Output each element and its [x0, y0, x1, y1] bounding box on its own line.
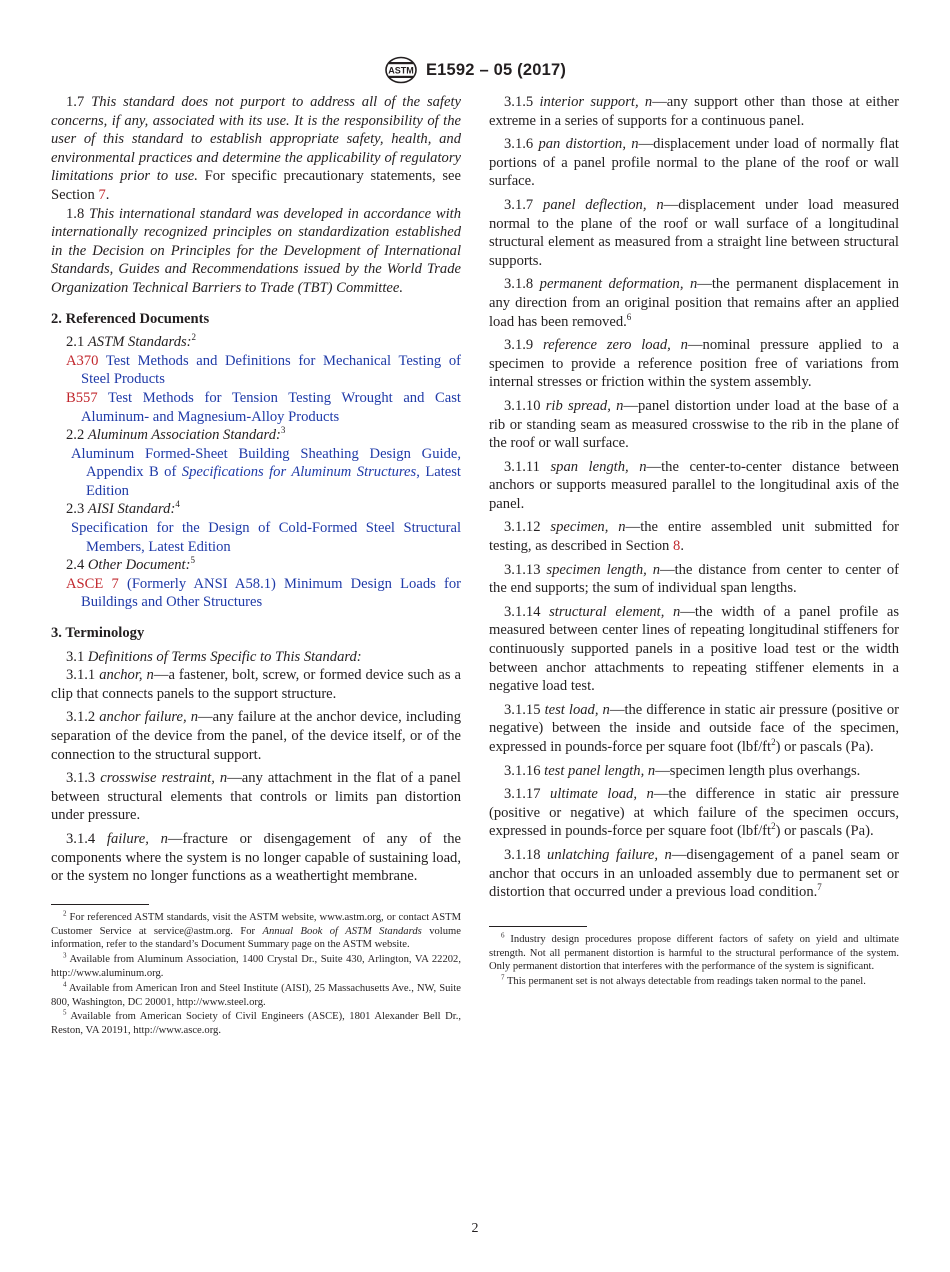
paragraph-1-8: 1.8 This international standard was developed in accordance with internationally recognized principles on standardization established in the Decision on Principles for the Development of International Standards, Guides and Recommendations issued by the World Trade Organization Technical Barriers to Trade (TBT) Committee.	[51, 205, 462, 296]
page-header	[0, 56, 950, 84]
footnote-5: $^5$ Available from American Society of Civil Engineers (ASCE), 1801 Alexander Bell Dr., Reston, VA 20191, http://www.asce.org.	[51, 1008, 461, 1037]
reference-a370[interactable]: A370 Test Methods and Definitions for Mechanical Testing of Steel Products	[66, 352, 461, 388]
subsection-2-4: 2.4 Other Document:$^5$	[66, 555, 195, 574]
definition-3-1-18: 3.1.18 unlatching failure, n—disengagement of a panel seam or anchor that occurs in an unloaded assembly due to permanent set or distortion that occurred under a previous load condition.$^7$	[489, 846, 899, 901]
definition-3-1-1: 3.1.1 anchor, n—a fastener, bolt, screw, or formed device such as a clip that connects panels to the support structure.	[51, 667, 461, 702]
footnote-2: $^2$ For referenced ASTM standards, visit the ASTM website, www.astm.org, or contact ASTM Customer Service at service@astm.org. For Annual Book of ASTM Standards volume information, refer to the standard’s Document Summary page on the ASTM website.	[51, 909, 461, 951]
standard-designation: E1592 – 05 (2017)	[425, 60, 567, 79]
definition-3-1-3: 3.1.3 crosswise restraint, n—any attachment in the flat of a panel between structural elements that controls or limits pan distortion under pressure.	[51, 770, 461, 824]
section-8-link[interactable]: 8	[673, 538, 681, 555]
definition-3-1-16: 3.1.16 test panel length, n—specimen length plus overhangs.	[504, 762, 861, 779]
footnote-divider	[51, 904, 149, 905]
footnote-3: $^3$ Available from Aluminum Association, 1400 Crystal Dr., Suite 430, Arlington, VA 22202, http://www.aluminum.org.	[51, 951, 461, 979]
astm-logo-icon	[384, 56, 418, 84]
definition-3-1-11: 3.1.11 span length, n—the center-to-center distance between anchors or supports measured parallel to the longitudinal axis of the panel.	[489, 458, 900, 512]
definition-3-1-4: 3.1.4 failure, n—fracture or disengagement of any of the components where the system is no longer capable of sustaining load, or the system no longer functions as a weathertight membrane.	[51, 830, 461, 885]
section-heading-terminology: 3. Terminology	[51, 625, 145, 642]
definition-3-1-17: 3.1.17 ultimate load, n—the difference in static air pressure (positive or negative) at which failure of the specimen occurs, expressed in pounds-force per square foot $(lbf/ft^2)$ or pascals (Pa).	[489, 786, 899, 840]
definition-3-1-13: 3.1.13 specimen length, n—the distance from center to center of the end supports; the sum of individual span lengths.	[489, 561, 899, 597]
subsection-3-1: 3.1 Definitions of Terms Specific to This Standard:	[66, 648, 362, 665]
definition-3-1-6: 3.1.6 pan distortion, n—displacement under load of normally flat portions of a panel profile normal to the plane of the roof or wall surface.	[489, 136, 899, 190]
reference-aluminum-association[interactable]: Aluminum Formed-Sheet Building Sheathing Design Guide, Appendix B of Specifications for Aluminum Structures, Latest Edition	[71, 445, 461, 499]
footnote-6: $^6$ Industry design procedures propose different factors of safety on yield and ultimate strength. Not all permanent distortion is harmful to the structural performance of the system. Only permanent distortion that interferes with the performance of the system is significant.	[489, 931, 899, 973]
footnote-4: $^4$ Available from American Iron and Steel Institute (AISI), 25 Massachusetts Ave., NW, Suite 800, Washington, DC 20001, http://www.steel.org.	[51, 980, 461, 1008]
definition-3-1-12: 3.1.12 specimen, n—the entire assembled unit submitted for testing, as described in Section 8.	[489, 519, 899, 555]
definition-3-1-9: 3.1.9 reference zero load, n—nominal pressure applied to a specimen to provide a reference position free of variations from internal stresses or friction within the system assembly.	[489, 337, 899, 391]
page-number: 2	[471, 1221, 479, 1236]
subsection-2-1: 2.1 ASTM Standards:$^2$	[66, 332, 197, 351]
section-heading-referenced-documents: 2. Referenced Documents	[51, 310, 210, 327]
left-column	[51, 93, 461, 1039]
definition-3-1-7: 3.1.7 panel deflection, n—displacement under load measured normal to the plane of the roof or wall surface of a longitudinal structural element as measured from a straight line between structural supports.	[489, 196, 899, 269]
definition-3-1-8: 3.1.8 permanent deformation, n—the permanent displacement in any direction from an original position that remains after an applied load has been removed.$^6$	[489, 276, 899, 330]
subsection-2-2: 2.2 Aluminum Association Standard:$^3$	[66, 425, 286, 444]
footnote-7: $^7$ This permanent set is not always detectable from readings taken normal to the panel.	[501, 973, 866, 988]
reference-b557[interactable]: B557 Test Methods for Tension Testing Wrought and Cast Aluminum- and Magnesium-Alloy Products	[66, 389, 461, 425]
footnote-divider	[489, 926, 587, 927]
section-7-link[interactable]: 7	[98, 186, 106, 203]
right-column	[489, 93, 899, 990]
reference-asce-7[interactable]: ASCE 7 (Formerly ANSI A58.1) Minimum Design Loads for Buildings and Other Structures	[66, 575, 461, 611]
subsection-2-3: 2.3 AISI Standard:$^4$	[66, 499, 180, 518]
definition-3-1-5: 3.1.5 interior support, n—any support other than those at either extreme in a series of supports for a continuous panel.	[489, 94, 900, 129]
reference-aisi[interactable]: Specification for the Design of Cold-Formed Steel Structural Members, Latest Edition	[71, 520, 461, 555]
definition-3-1-2: 3.1.2 anchor failure, n—any failure at the anchor device, including separation of the device from the panel, of the device itself, or of the connection to the structural support.	[51, 709, 461, 763]
definition-3-1-14: 3.1.14 structural element, n—the width of a panel profile as measured between center lines of repeating longitudinal stiffeners for continuously supported panels in a positive load test or the width between anchor attachments to repeating stiffener elements in a negative load test.	[489, 603, 899, 695]
svg-text:ASTM: ASTM	[388, 65, 414, 76]
paragraph-1-7: 1.7 This standard does not purport to address all of the safety concerns, if any, associated with its use. It is the responsibility of the user of this standard to establish appropriate safety, health, and environmental practices and determine the applicability of regulatory limitations prior to use. For specific precautionary statements, see Section 7.	[51, 94, 461, 203]
definition-3-1-10: 3.1.10 rib spread, n—panel distortion under load at the base of a rib or standing seam as measured crosswise to the rib in the plane of the roof or wall surface.	[489, 397, 899, 452]
definition-3-1-15: 3.1.15 test load, n—the difference in static air pressure (positive or negative) between the inside and outside face of the specimen, expressed in pounds-force per square foot $(lbf/ft^2)$ or pascals (Pa).	[489, 701, 899, 755]
